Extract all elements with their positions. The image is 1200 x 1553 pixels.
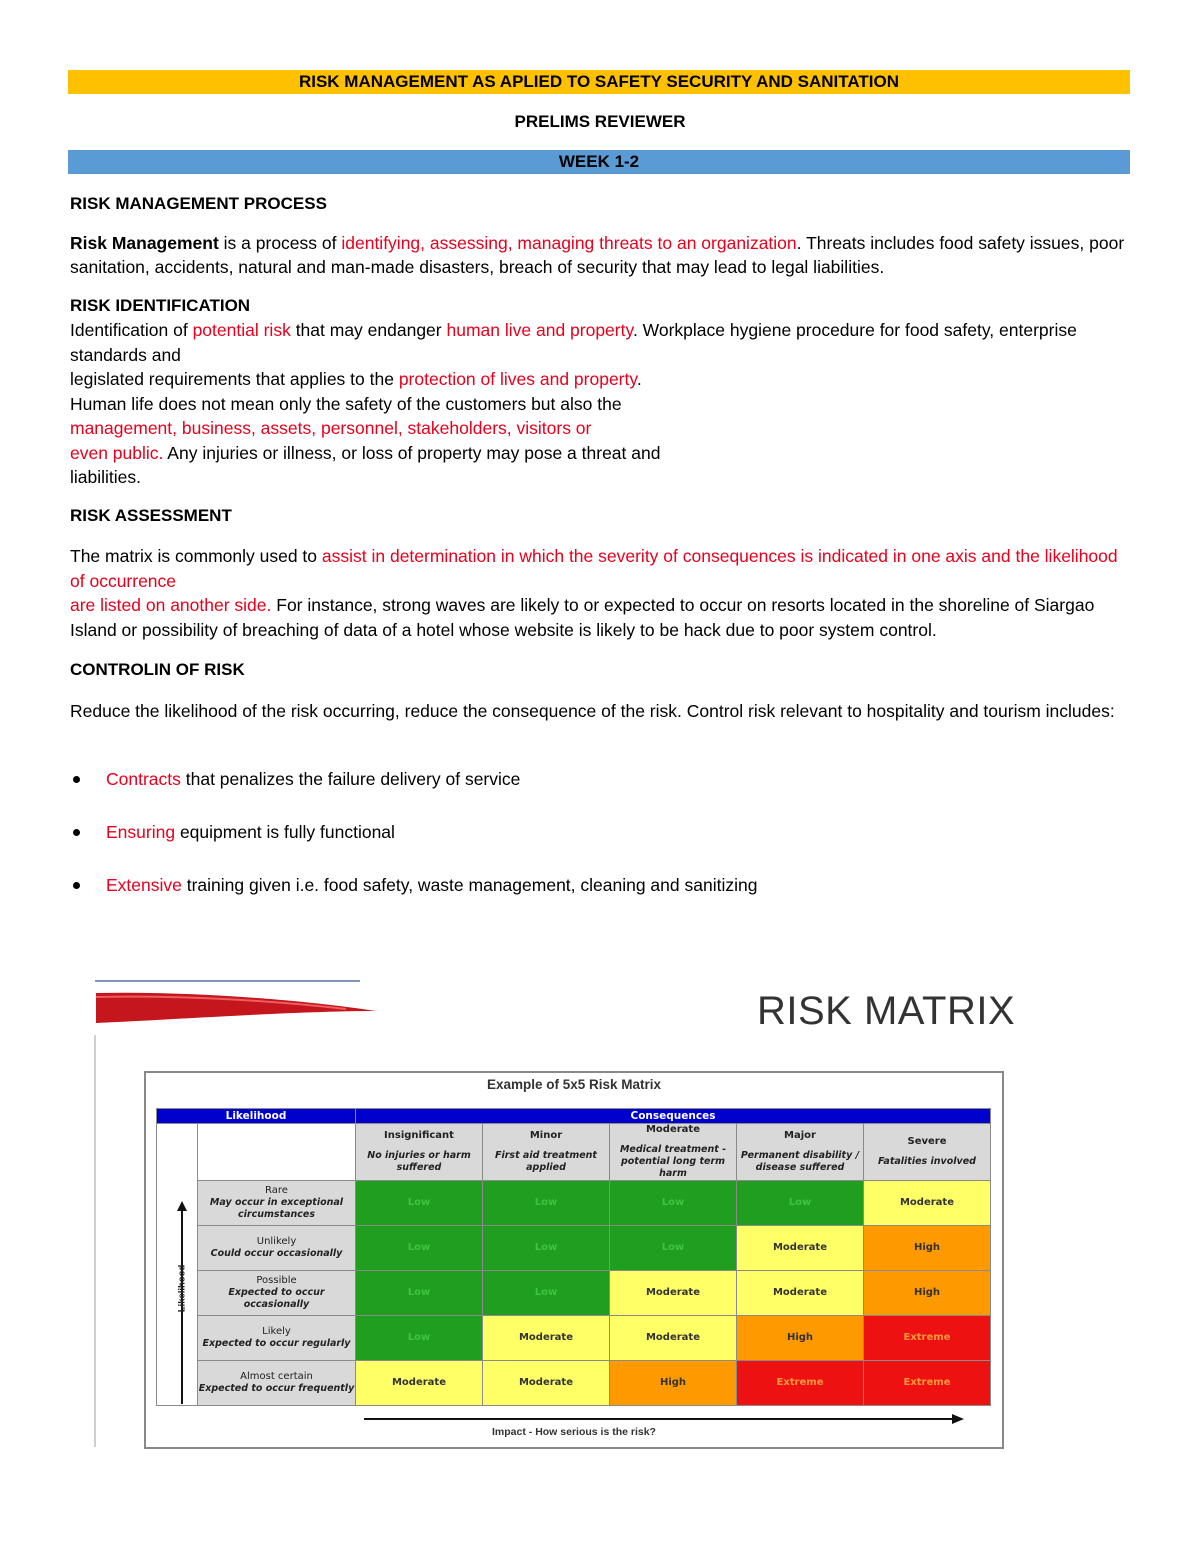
likelihood-header: Likelihood (157, 1109, 356, 1124)
text-span: legislated requirements that applies to the (70, 369, 399, 389)
risk-cell: High (610, 1361, 737, 1406)
likelihood-name: Almost certain (240, 1371, 313, 1382)
text-span: . Threats includes food safety issues, poor sanitation, accidents, natural and man-made disasters, breach of security that may lead to legal liabilities. (70, 232, 1125, 277)
text-span: liabilities. (70, 467, 141, 487)
highlight-span: Extensive (106, 875, 182, 895)
consequence-name: Severe (907, 1136, 947, 1147)
risk-matrix-table (156, 1108, 991, 1406)
consequence-header-cell (356, 1124, 483, 1181)
risk-cell: Low (356, 1271, 483, 1316)
consequence-header-cell (864, 1124, 991, 1181)
risk-cell: Low (356, 1181, 483, 1226)
document-body (70, 192, 1132, 926)
text-span: For instance, strong waves are likely to or expected to occur on resorts located in the shoreline of Siargao Island or possibility of breaching of data of a hotel whose website is likely to be hack due to poor system control. (70, 595, 1095, 640)
x-axis-arrow (364, 1418, 954, 1420)
x-axis-label: Impact - How serious is the risk? (492, 1426, 656, 1438)
likelihood-desc: May occur in exceptional circumstances (209, 1197, 344, 1220)
likelihood-desc: Expected to occur regularly (202, 1338, 351, 1349)
risk-cell: Moderate (737, 1226, 864, 1271)
text-span: Human life does not mean only the safety of the customers but also the (70, 393, 622, 414)
likelihood-desc: Expected to occur occasionally (228, 1287, 325, 1310)
consequence-desc: Fatalities involved (878, 1156, 976, 1167)
week-banner: WEEK 1-2 (68, 150, 1130, 174)
figure-title: RISK MATRIX (757, 989, 1016, 1033)
decorative-line (95, 980, 360, 982)
consequence-name: Moderate (645, 1124, 700, 1135)
risk-cell: Low (356, 1316, 483, 1361)
risk-cell: Moderate (737, 1271, 864, 1316)
term-risk-management: Risk Management (70, 232, 219, 253)
matrix-frame (144, 1071, 1004, 1449)
consequence-name: Major (784, 1130, 816, 1141)
risk-cell: Moderate (610, 1271, 737, 1316)
corner-cell (198, 1124, 356, 1181)
risk-cell: Low (610, 1226, 737, 1271)
likelihood-header-cell (198, 1271, 356, 1316)
text-span: training given i.e. food safety, waste management, cleaning and sanitizing (181, 875, 758, 895)
consequence-name: Insignificant (384, 1130, 454, 1141)
consequences-header: Consequences (356, 1109, 991, 1124)
consequence-name: Minor (529, 1130, 563, 1141)
highlight-span: even public. (70, 442, 164, 463)
highlight-span: management, business, assets, personnel, stakeholders, visitors or (70, 418, 592, 438)
likelihood-desc: Expected to occur frequently (198, 1383, 355, 1394)
text-span: Identification of (70, 320, 193, 340)
highlight-span: identifying, assessing, managing threats to an organization (341, 232, 797, 253)
highlight-span: are listed on another side. (70, 595, 272, 615)
text-span: is a process of (218, 232, 342, 253)
risk-cell: Low (483, 1271, 610, 1316)
highlight-span: assist in determination in which the severity of consequences is indicated in one axis and the likelihood of occurrence (70, 546, 1118, 591)
highlight-span: Ensuring (106, 822, 176, 842)
bullet-icon (73, 776, 80, 783)
risk-cell: Extreme (864, 1316, 991, 1361)
text-span: that may endanger (290, 320, 447, 340)
consequence-desc: Permanent disability / disease suffered (740, 1150, 860, 1173)
risk-cell: Extreme (737, 1361, 864, 1406)
text-span: that penalizes the failure delivery of service (180, 769, 521, 789)
likelihood-header-cell (198, 1316, 356, 1361)
likelihood-header-cell (198, 1181, 356, 1226)
list-item (70, 873, 1132, 926)
highlight-span: potential risk (192, 320, 291, 340)
risk-cell: Moderate (483, 1316, 610, 1361)
likelihood-name: Possible (256, 1275, 297, 1286)
consequence-header-cell (483, 1124, 610, 1181)
image-edge (94, 1035, 96, 1447)
risk-cell: High (864, 1271, 991, 1316)
list-item (70, 820, 1132, 873)
bullet-icon (73, 882, 80, 889)
matrix-title: Example of 5x5 Risk Matrix (486, 1077, 662, 1092)
likelihood-header-cell (198, 1226, 356, 1271)
text-span: . (636, 369, 642, 389)
likelihood-name: Rare (265, 1185, 288, 1196)
likelihood-header-cell (198, 1361, 356, 1406)
section-heading-process: RISK MANAGEMENT PROCESS (70, 194, 327, 213)
list-item (70, 767, 1132, 820)
likelihood-name: Unlikely (256, 1236, 297, 1247)
risk-cell: Low (483, 1226, 610, 1271)
consequence-header-cell (610, 1124, 737, 1181)
section-heading-control: CONTROLIN OF RISK (70, 660, 245, 679)
consequence-desc: No injuries or harm suffered (367, 1150, 471, 1173)
y-axis-label: Likelihood (176, 1264, 188, 1313)
text-span: The matrix is commonly used to (70, 546, 322, 566)
paragraph-assessment (70, 544, 1132, 642)
paragraph-identification (70, 318, 1132, 490)
control-list (70, 767, 1132, 926)
text-span: . Workplace hygiene procedure for food safety, enterprise standards and (70, 320, 1077, 365)
risk-cell: Low (737, 1181, 864, 1226)
highlight-span: protection of lives and property (398, 369, 637, 389)
risk-cell: Moderate (610, 1316, 737, 1361)
section-heading-assessment: RISK ASSESSMENT (70, 505, 232, 525)
consequence-desc: First aid treatment applied (495, 1150, 597, 1173)
paragraph-risk-management (70, 231, 1132, 280)
bullet-icon (73, 829, 80, 836)
risk-cell: High (737, 1316, 864, 1361)
text-span: Any injuries or illness, or loss of property may pose a threat and (163, 442, 661, 463)
red-swoosh-graphic (96, 989, 376, 1023)
risk-cell: Moderate (356, 1361, 483, 1406)
consequence-desc: Medical treatment - potential long term harm (619, 1144, 727, 1179)
risk-cell: Extreme (864, 1361, 991, 1406)
document-title: RISK MANAGEMENT AS APLIED TO SAFETY SECURITY AND SANITATION (68, 70, 1130, 94)
risk-cell: Moderate (483, 1361, 610, 1406)
likelihood-desc: Could occur occasionally (210, 1248, 343, 1259)
likelihood-name: Likely (262, 1326, 291, 1337)
section-heading-identification: RISK IDENTIFICATION (70, 295, 251, 315)
highlight-span: Contracts (106, 769, 181, 789)
text-span: equipment is fully functional (175, 822, 395, 842)
arrow-up-icon (177, 1201, 187, 1211)
paragraph-control: Reduce the likelihood of the risk occurring, reduce the consequence of the risk. Control risk relevant to hospitality and tourism includes: (70, 700, 1115, 721)
risk-cell: Low (483, 1181, 610, 1226)
risk-cell: Moderate (864, 1181, 991, 1226)
document-subtitle: PRELIMS REVIEWER (514, 112, 686, 131)
arrow-right-icon (952, 1414, 964, 1424)
highlight-span: human live and property (446, 320, 633, 340)
risk-cell: High (864, 1226, 991, 1271)
risk-cell: Low (356, 1226, 483, 1271)
consequence-header-cell (737, 1124, 864, 1181)
risk-matrix-figure (92, 975, 1112, 1455)
risk-cell: Low (610, 1181, 737, 1226)
